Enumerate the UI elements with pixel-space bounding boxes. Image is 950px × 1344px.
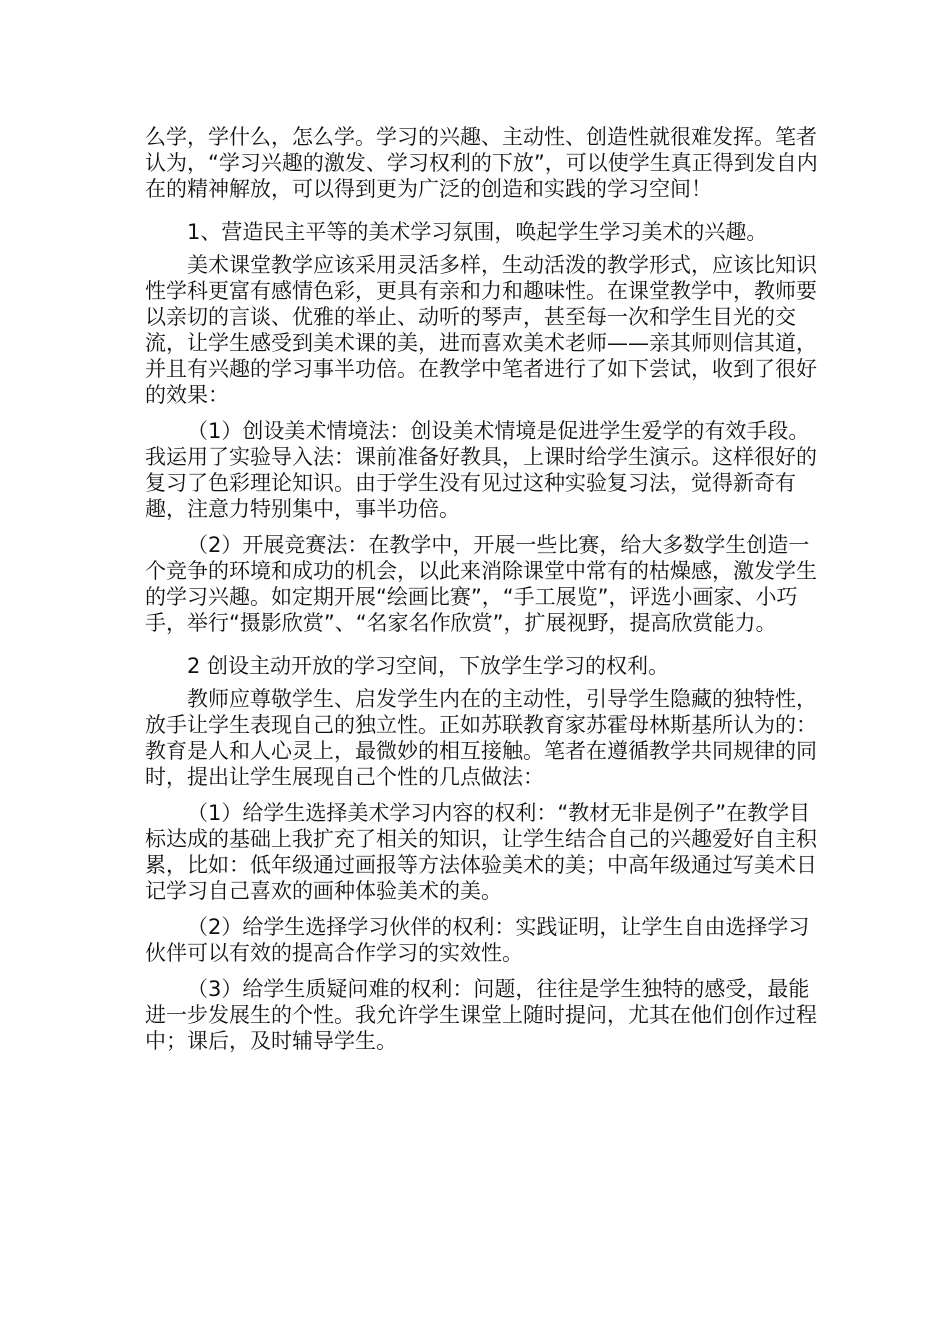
paragraph-section-1-body: 美术课堂教学应该采用灵活多样，生动活泼的教学形式，应该比知识性学科更富有感情色彩，更具有亲和力和趣味性。在课堂教学中，教师要以亲切的言谈、优雅的举止、动听的琴声，甚至每一次和学生目光的交流，让学生感受到美术课的美，进而喜欢美术老师——亲其师则信其道，并且有兴趣的学习事半功倍。在教学中笔者进行了如下尝试，收到了很好的效果： (145, 253, 817, 407)
heading-section-2: 2 创设主动开放的学习空间，下放学生学习的权利。 (187, 654, 670, 678)
heading-section-1: 1、营造民主平等的美术学习氛围，唤起学生学习美术的兴趣。 (187, 220, 768, 244)
paragraph-intro-continuation: 么学，学什么，怎么学。学习的兴趣、主动性、创造性就很难发挥。笔者认为，“学习兴趣的激发、学习权利的下放”，可以使学生真正得到发自内在的精神解放，可以得到更为广泛的创造和实践的学习空间！ (145, 125, 818, 201)
document-body (145, 124, 825, 1054)
paragraph-section-2-body: 教师应尊敬学生、启发学生内在的主动性，引导学生隐藏的独特性，放手让学生表现自己的独立性。正如苏联教育家苏霍母林斯基所认为的：教育是人和人心灵上，最微妙的相互接触。笔者在遵循教学共同规律的同时，提出让学生展现自己个性的几点做法： (145, 687, 817, 789)
paragraph-right-1: （1）给学生选择美术学习内容的权利：“教材无非是例子”在教学目标达成的基础上我扩充了相关的知识，让学生结合自己的兴趣爱好自主积累，比如：低年级通过画报等方法体验美术的美；中高年级通过写美术日记学习自己喜欢的画种体验美术的美。 (145, 801, 817, 903)
paragraph-method-2: （2）开展竞赛法：在教学中，开展一些比赛，给大多数学生创造一个竞争的环境和成功的机会，以此来消除课堂中常有的枯燥感，激发学生的学习兴趣。如定期开展“绘画比赛”，“手工展览”，评选小画家、小巧手，举行“摄影欣赏”、“名家名作欣赏”，扩展视野，提高欣赏能力。 (145, 533, 817, 635)
paragraph-method-1: （1）创设美术情境法：创设美术情境是促进学生爱学的有效手段。我运用了实验导入法：课前准备好教具，上课时给学生演示。这样很好的复习了色彩理论知识。由于学生没有见过这种实验复习法，觉得新奇有趣，注意力特别集中，事半功倍。 (145, 419, 817, 521)
paragraph-right-3: （3）给学生质疑问难的权利：问题，往往是学生独特的感受，最能进一步发展生的个性。我允许学生课堂上随时提问，尤其在他们创作过程中；课后，及时辅导学生。 (145, 977, 817, 1053)
paragraph-right-2: （2）给学生选择学习伙伴的权利：实践证明，让学生自由选择学习伙伴可以有效的提高合作学习的实效性。 (145, 915, 810, 965)
